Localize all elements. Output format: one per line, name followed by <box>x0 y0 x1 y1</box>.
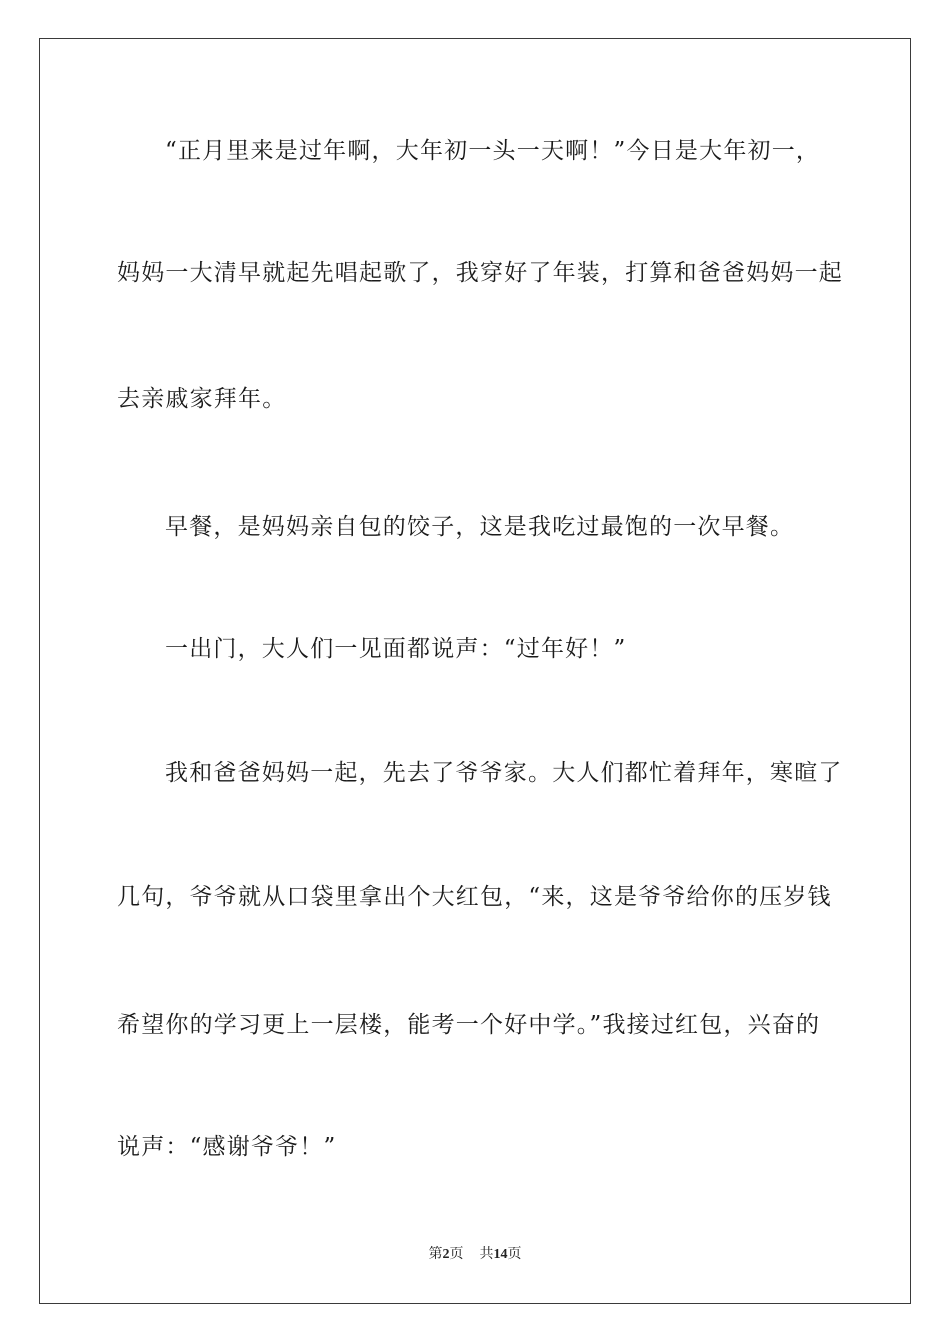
paragraph-line: 去亲戚家拜年。 <box>117 386 287 412</box>
paragraph-line: 一出门，大人们一见面都说声：“过年好！” <box>165 636 627 662</box>
paragraph-line: 几句，爷爷就从口袋里拿出个大红包，“来，这是爷爷给你的压岁钱 <box>117 884 832 910</box>
paragraph-line: 早餐，是妈妈亲自包的饺子，这是我吃过最饱的一次早餐。 <box>165 514 795 540</box>
paragraph-line: “正月里来是过年啊，大年初一头一天啊！”今日是大年初一， <box>165 138 821 164</box>
page-footer <box>0 1246 950 1264</box>
total-pages-label: 共14页 <box>479 1247 522 1262</box>
paragraph-line: 妈妈一大清早就起先唱起歌了，我穿好了年装，打算和爸爸妈妈一起 <box>117 260 843 286</box>
page-number-label: 第2页 <box>428 1247 464 1262</box>
paragraph-line: 希望你的学习更上一层楼，能考一个好中学。”我接过红包，兴奋的 <box>117 1012 821 1038</box>
page-border <box>39 38 911 1304</box>
paragraph-line: 说声：“感谢爷爷！” <box>117 1134 337 1160</box>
paragraph-line: 我和爸爸妈妈一起，先去了爷爷家。大人们都忙着拜年，寒暄了 <box>165 760 843 786</box>
